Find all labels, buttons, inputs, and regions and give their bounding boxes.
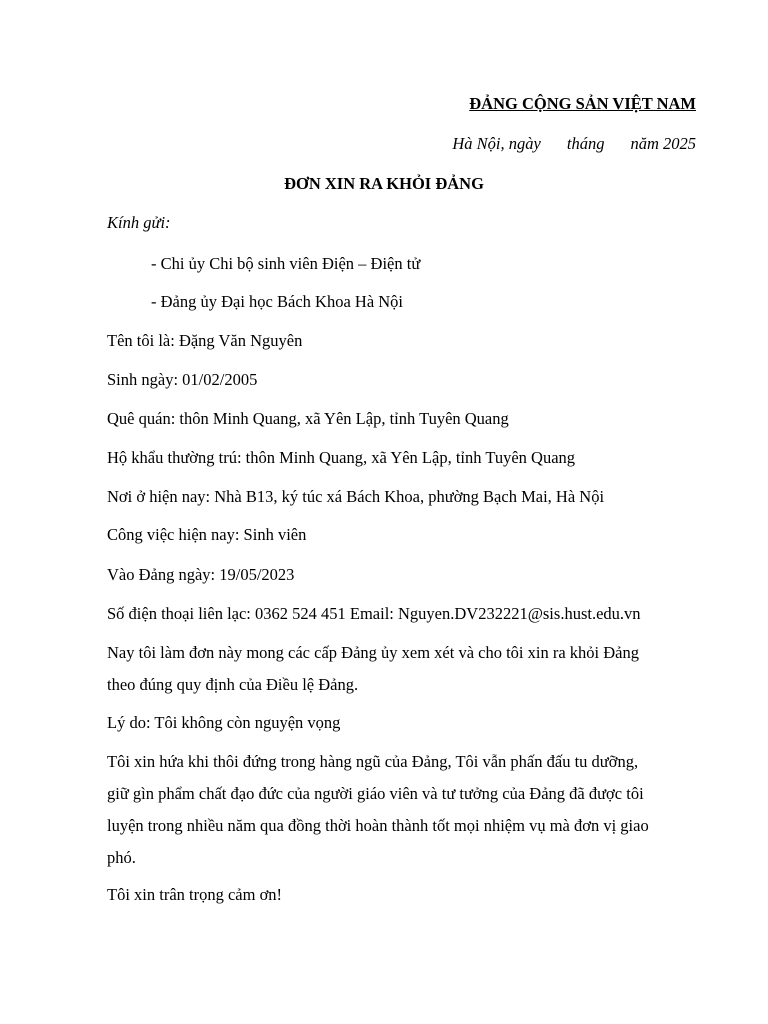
request-line-1: Nay tôi làm đơn này mong các cấp Đảng ủy xem xét và cho tôi xin ra khỏi Đảng — [107, 643, 639, 662]
field-current-address: Nơi ở hiện nay: Nhà B13, ký túc xá Bách Khoa, phường Bạch Mai, Hà Nội — [107, 487, 605, 506]
promise-line-3: luyện trong nhiều năm qua đồng thời hoàn thành tốt mọi nhiệm vụ mà đơn vị giao — [107, 816, 649, 835]
recipient-2: - Đảng ủy Đại học Bách Khoa Hà Nội — [151, 292, 404, 311]
promise-line-1: Tôi xin hứa khi thôi đứng trong hàng ngũ của Đảng, Tôi vẫn phấn đấu tu dưỡng, — [107, 752, 639, 771]
date-month: tháng — [566, 134, 605, 153]
field-name: Tên tôi là: Đặng Văn Nguyên — [107, 331, 303, 350]
reason-line: Lý do: Tôi không còn nguyện vọng — [107, 713, 341, 732]
recipient-1: - Chi ủy Chi bộ sinh viên Điện – Điện tử — [151, 254, 421, 273]
field-residence: Hộ khẩu thường trú: thôn Minh Quang, xã Yên Lập, tỉnh Tuyên Quang — [107, 448, 576, 467]
field-hometown: Quê quán: thôn Minh Quang, xã Yên Lập, tỉnh Tuyên Quang — [107, 409, 509, 428]
salutation: Kính gửi: — [107, 213, 171, 232]
promise-line-2: giữ gìn phẩm chất đạo đức của người giáo viên và tư tưởng của Đảng đã được tôi — [107, 784, 644, 803]
date-place: Hà Nội, ngày — [452, 134, 541, 153]
date-line — [452, 134, 696, 154]
closing-line: Tôi xin trân trọng cảm ơn! — [107, 885, 283, 904]
date-year: năm 2025 — [630, 134, 696, 153]
field-contact: Số điện thoại liên lạc: 0362 524 451 Email: Nguyen.DV232221@sis.hust.edu.vn — [107, 604, 641, 623]
party-name-header: ĐẢNG CỘNG SẢN VIỆT NAM — [469, 94, 696, 113]
field-join-date: Vào Đảng ngày: 19/05/2023 — [107, 565, 295, 584]
field-occupation: Công việc hiện nay: Sinh viên — [107, 525, 307, 544]
request-line-2: theo đúng quy định của Điều lệ Đảng. — [107, 675, 359, 694]
promise-line-4: phó. — [107, 848, 136, 867]
field-birth: Sinh ngày: 01/02/2005 — [107, 370, 258, 389]
document-title: ĐƠN XIN RA KHỎI ĐẢNG — [284, 174, 484, 193]
